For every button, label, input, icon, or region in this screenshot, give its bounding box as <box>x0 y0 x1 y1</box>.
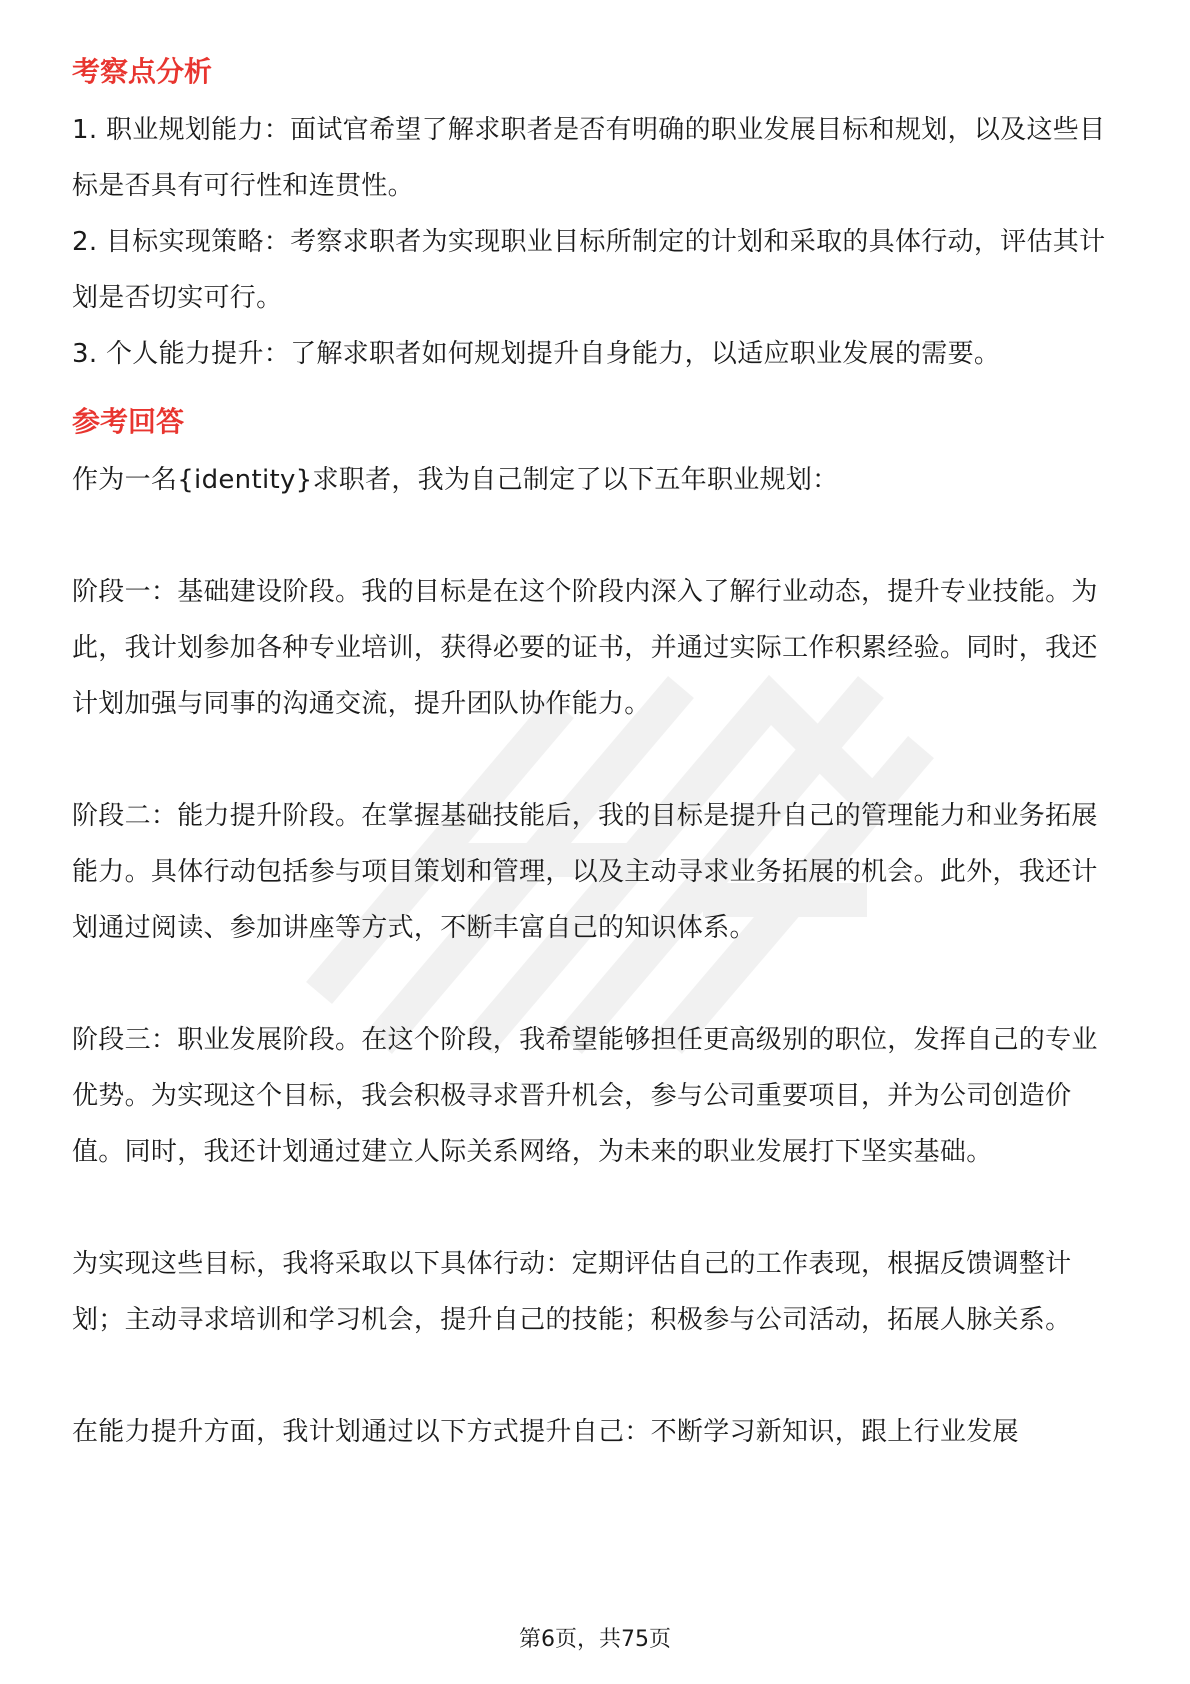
answer-intro: 作为一名{identity}求职者，我为自己制定了以下五年职业规划： <box>72 465 839 495</box>
answer-paragraph-actions: 为实现这些目标，我将采取以下具体行动：定期评估自己的工作表现，根据反馈调整计划；主动寻求培训和学习机会，提升自己的技能；积极参与公司活动，拓展人脉关系。 <box>72 1249 1072 1335</box>
answer-paragraph-stage-1: 阶段一：基础建设阶段。我的目标是在这个阶段内深入了解行业动态，提升专业技能。为此，我计划参加各种专业培训，获得必要的证书，并通过实际工作积累经验。同时，我还计划加强与同事的沟通交流，提升团队协作能力。 <box>72 577 1098 719</box>
page-number: 第6页，共75页 <box>519 1627 671 1652</box>
answer-paragraph-skills: 在能力提升方面，我计划通过以下方式提升自己：不断学习新知识，跟上行业发展 <box>72 1417 1019 1447</box>
analysis-heading: 考察点分析 <box>72 55 213 88</box>
analysis-item-1: 1. 职业规划能力：面试官希望了解求职者是否有明确的职业发展目标和规划，以及这些目标是否具有可行性和连贯性。 <box>72 115 1106 201</box>
analysis-item-2: 2. 目标实现策略：考察求职者为实现职业目标所制定的计划和采取的具体行动，评估其计划是否切实可行。 <box>72 227 1106 313</box>
answer-paragraph-stage-3: 阶段三：职业发展阶段。在这个阶段，我希望能够担任更高级别的职位，发挥自己的专业优势。为实现这个目标，我会积极寻求晋升机会，参与公司重要项目，并为公司创造价值。同时，我还计划通过建立人际关系网络，为未来的职业发展打下坚实基础。 <box>72 1025 1098 1167</box>
answer-heading: 参考回答 <box>72 405 185 438</box>
analysis-item-3: 3. 个人能力提升：了解求职者如何规划提升自身能力，以适应职业发展的需要。 <box>72 339 1001 369</box>
document-content <box>72 52 1120 1460</box>
answer-paragraph-stage-2: 阶段二：能力提升阶段。在掌握基础技能后，我的目标是提升自己的管理能力和业务拓展能力。具体行动包括参与项目策划和管理，以及主动寻求业务拓展的机会。此外，我还计划通过阅读、参加讲座等方式，不断丰富自己的知识体系。 <box>72 801 1098 943</box>
